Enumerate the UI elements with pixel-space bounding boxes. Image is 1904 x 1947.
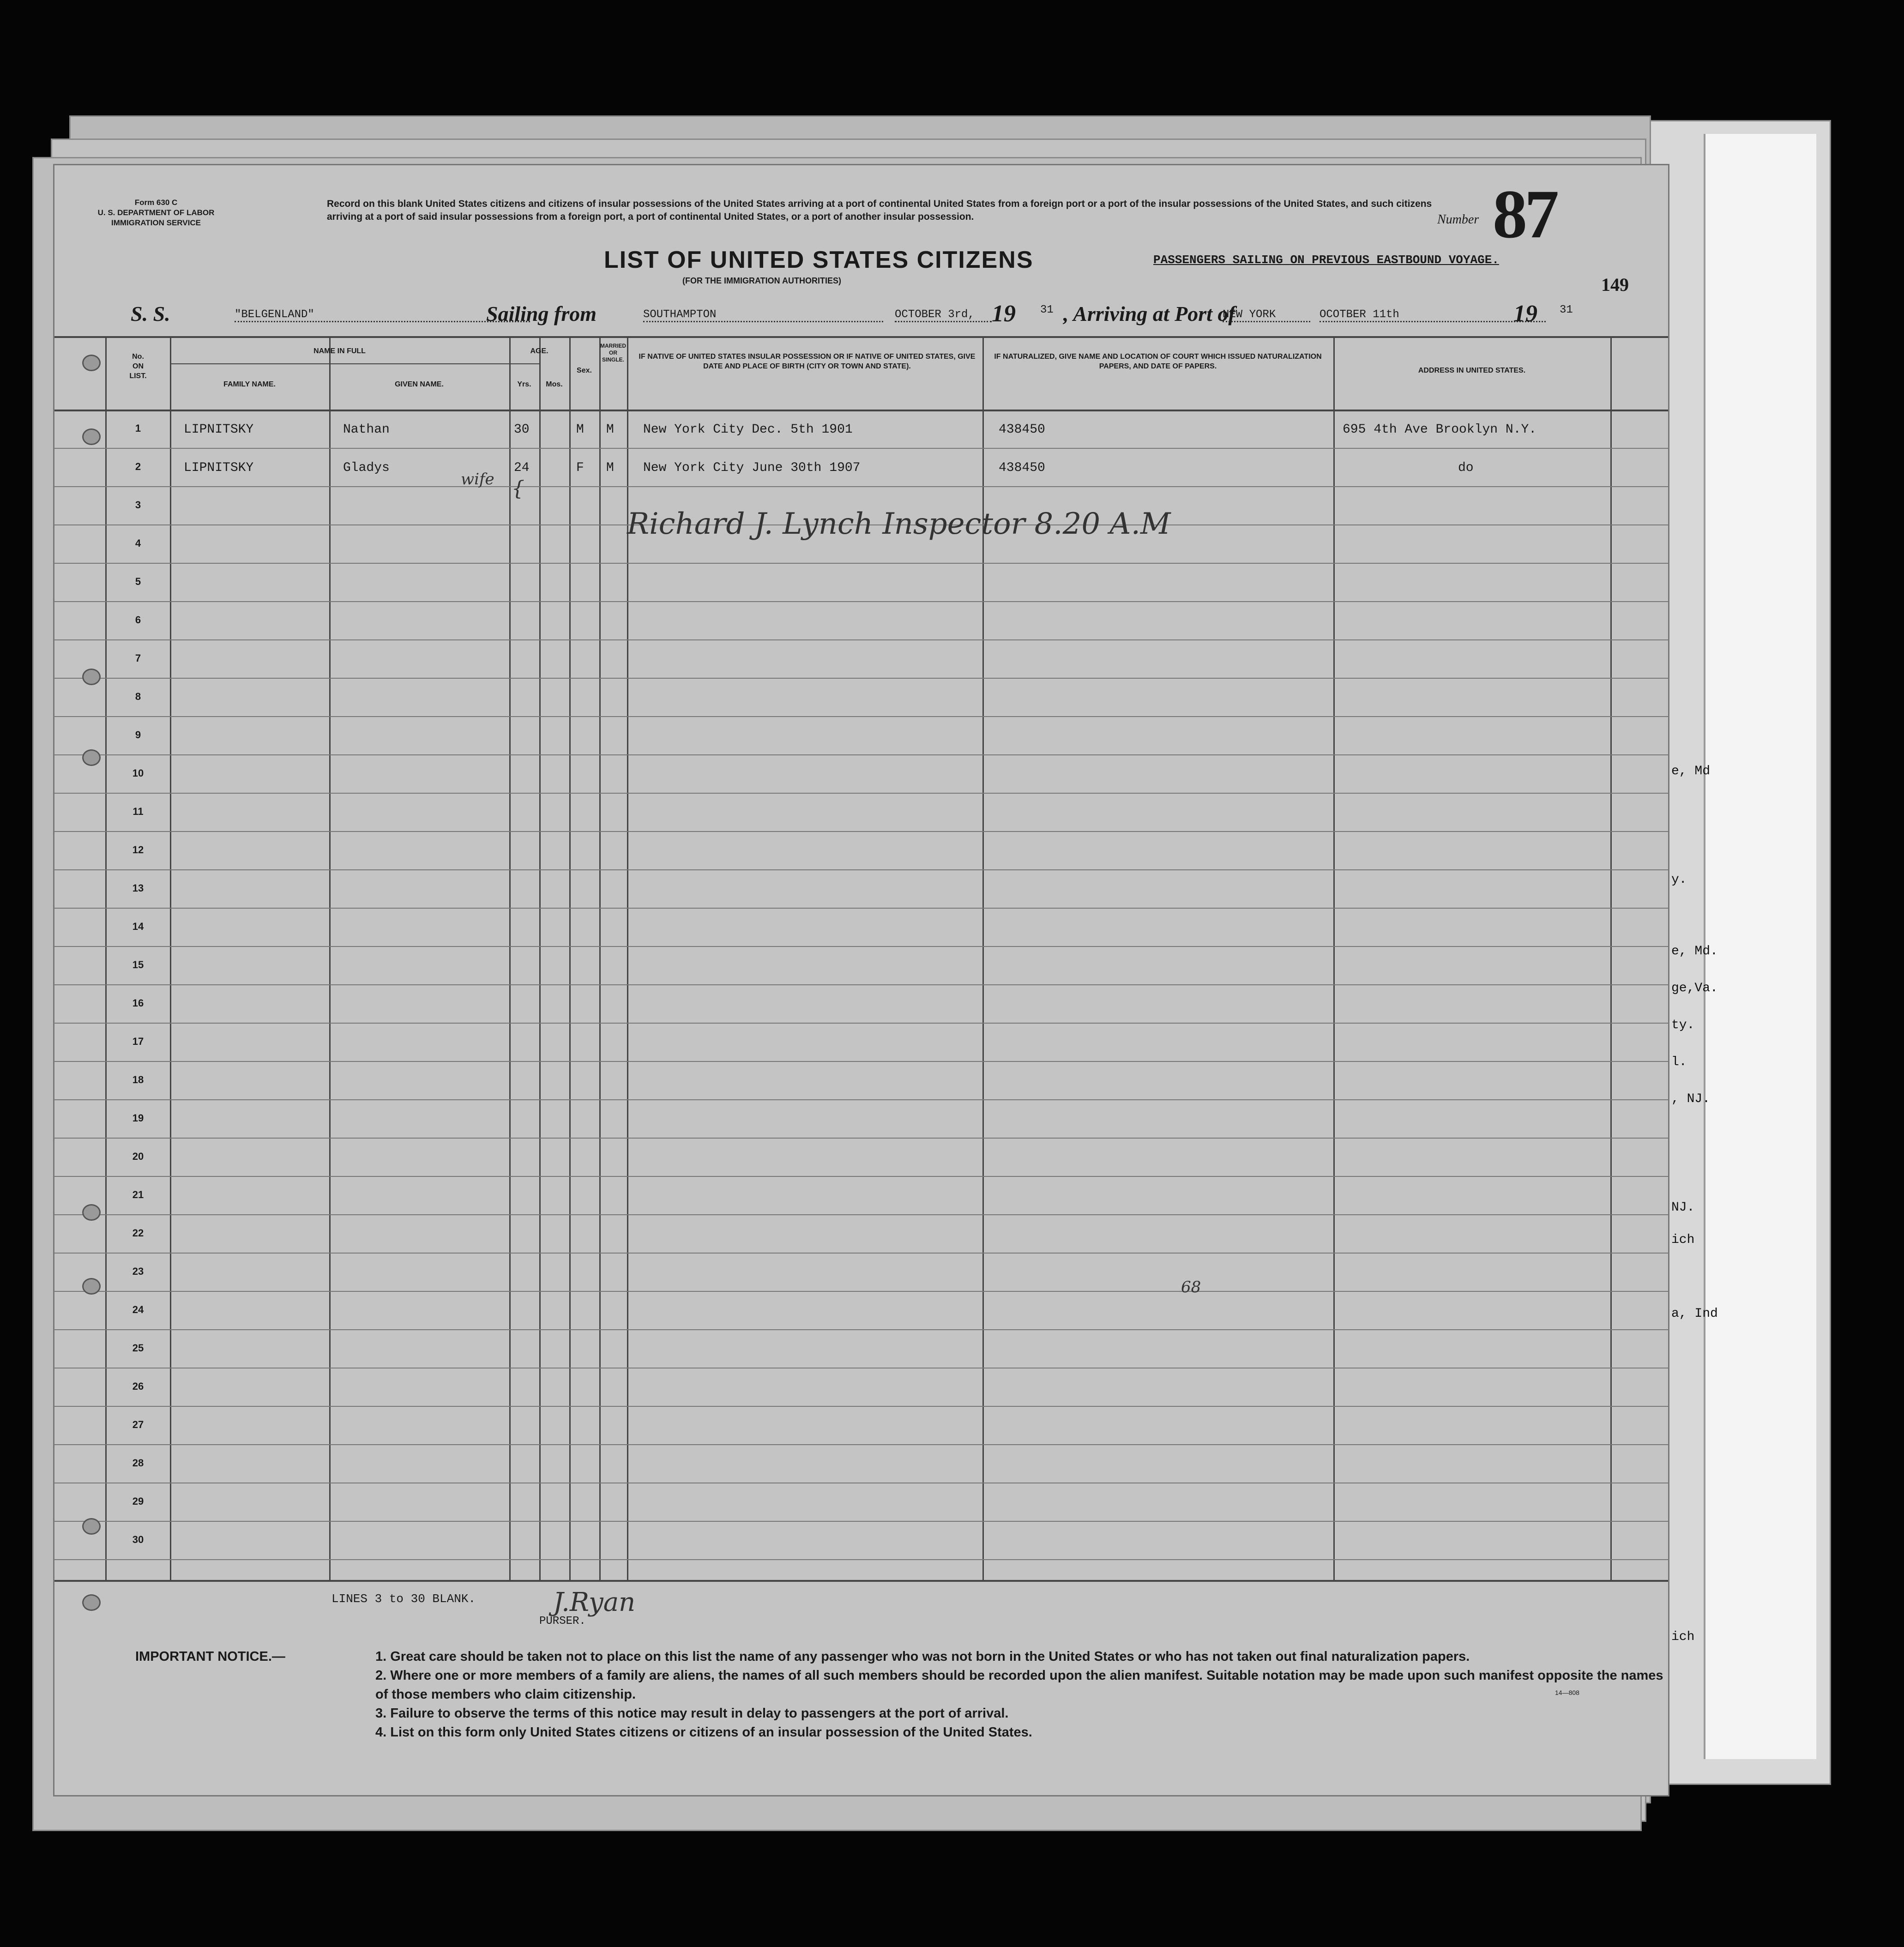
row-number: 18 xyxy=(132,1074,144,1085)
row-line xyxy=(54,1214,1668,1215)
row-line xyxy=(54,563,1668,564)
cell-given: Nathan xyxy=(343,422,390,437)
cell-family: LIPNITSKY xyxy=(184,422,254,437)
handwritten-purser-signature: J.Ryan xyxy=(553,1587,636,1617)
row-line xyxy=(54,1061,1668,1062)
cell-address: do xyxy=(1458,461,1474,475)
row-number: 9 xyxy=(135,729,141,741)
cell-naturalized: 438450 xyxy=(999,422,1045,437)
header-divider xyxy=(54,410,1668,411)
arrival-port: NEW YORK xyxy=(1223,308,1310,322)
row-line xyxy=(54,908,1668,909)
stamp-mark: 68 xyxy=(1181,1278,1201,1296)
row-number: 7 xyxy=(135,652,141,664)
row-number: 28 xyxy=(132,1457,144,1469)
col-naturalized: IF NATURALIZED, GIVE NAME AND LOCATION OF COURT WHICH ISSUED NATURALIZATION PAPERS, AND DATE OF PAPERS. xyxy=(994,353,1322,370)
binder-hole xyxy=(82,1594,101,1611)
row-number: 22 xyxy=(132,1227,144,1239)
col-married: MARRIED OR SINGLE. xyxy=(600,343,626,363)
handwritten-inspector-signature: Richard J. Lynch Inspector 8.20 A.M xyxy=(627,507,1171,541)
col-birth: IF NATIVE OF UNITED STATES INSULAR POSSESSION OR IF NATIVE OF UNITED STATES, GIVE DATE AND PLACE OF BIRTH (CITY OR TOWN AND STATE). xyxy=(639,353,976,370)
row-line xyxy=(54,1253,1668,1254)
underlying-fragment: e, Md xyxy=(1671,764,1711,778)
cell-sex: M xyxy=(576,422,584,437)
row-line xyxy=(54,639,1668,640)
manifest-page xyxy=(53,164,1669,1796)
cell-married: M xyxy=(606,461,614,475)
arriving-label: , Arriving at Port of xyxy=(1063,302,1235,326)
row-line xyxy=(54,1023,1668,1024)
bracket-mark: { xyxy=(512,477,524,500)
underlying-fragment: , NJ. xyxy=(1671,1092,1711,1106)
binder-hole xyxy=(82,749,101,766)
year-prefix: 19 xyxy=(1513,301,1537,327)
lines-blank-note: LINES 3 to 30 BLANK. xyxy=(331,1592,476,1606)
col-no: No. ON LIST. xyxy=(129,353,147,380)
underlying-fragment: l. xyxy=(1671,1055,1687,1069)
form-identifier: Form 630 C U. S. DEPARTMENT OF LABOR IMMIGRATION SERVICE xyxy=(97,198,215,227)
notice-item: 4. List on this form only United States citizens or citizens of an insular possession of the United States. xyxy=(375,1725,1032,1740)
notice-item: 2. Where one or more members of a family are aliens, the names of all such members should be recorded upon the alien manifest. Suitable notation may be made upon such manifest opposite the names of those members who claim citizenship. xyxy=(375,1668,1663,1702)
row-line xyxy=(54,1138,1668,1139)
eastbound-note: PASSENGERS SAILING ON PREVIOUS EASTBOUND VOYAGE. xyxy=(1153,253,1499,267)
number-label: Number xyxy=(1437,212,1479,227)
row-number: 2 xyxy=(135,461,141,472)
row-number: 30 xyxy=(132,1534,144,1545)
row-line xyxy=(54,1329,1668,1330)
cell-naturalized: 438450 xyxy=(999,461,1045,475)
underlying-fragment: a, Ind xyxy=(1671,1307,1718,1321)
row-number: 25 xyxy=(132,1342,144,1354)
row-number: 15 xyxy=(132,959,144,970)
col-name-in-full: NAME IN FULL xyxy=(313,347,366,355)
underlying-fragment: ich xyxy=(1671,1630,1695,1644)
notice-title: IMPORTANT NOTICE.— xyxy=(135,1649,285,1664)
binder-hole xyxy=(82,428,101,445)
cell-yrs: 30 xyxy=(514,422,530,437)
page-number: 149 xyxy=(1601,274,1629,295)
row-number: 26 xyxy=(132,1380,144,1392)
row-line xyxy=(54,678,1668,679)
row-line xyxy=(54,831,1668,832)
row-number: 23 xyxy=(132,1266,144,1277)
sailing-from-label: Sailing from xyxy=(486,302,597,326)
row-number: 10 xyxy=(132,767,144,779)
notice-item: 3. Failure to observe the terms of this notice may result in delay to passengers at the port of arrival. xyxy=(375,1706,1009,1721)
row-line xyxy=(54,1406,1668,1407)
underlying-fragment: NJ. xyxy=(1671,1200,1695,1215)
underlying-fragment: ge,Va. xyxy=(1671,981,1718,995)
row-line xyxy=(54,448,1668,449)
underlying-fragment: ty. xyxy=(1671,1018,1695,1032)
ss-label: S. S. xyxy=(131,302,170,326)
departure-date: OCTOBER 3rd, xyxy=(895,308,992,322)
row-number: 21 xyxy=(132,1189,144,1200)
col-sex: Sex. xyxy=(577,367,592,374)
col-yrs: Yrs. xyxy=(517,380,531,388)
underlying-fragment: y. xyxy=(1671,873,1687,887)
binder-hole xyxy=(82,1518,101,1535)
list-number: 87 xyxy=(1493,176,1556,253)
cell-sex: F xyxy=(576,461,584,475)
cell-given: Gladys xyxy=(343,461,390,475)
ship-name: "BELGENLAND" xyxy=(235,308,530,322)
row-line xyxy=(54,1559,1668,1560)
cell-yrs: 24 xyxy=(514,461,530,475)
col-family-name: FAMILY NAME. xyxy=(223,380,276,388)
row-line xyxy=(54,1444,1668,1445)
purser-label: PURSER. xyxy=(539,1615,586,1628)
underlying-fragment: ich xyxy=(1671,1233,1695,1247)
row-line xyxy=(54,486,1668,487)
row-line xyxy=(54,869,1668,870)
row-number: 29 xyxy=(132,1495,144,1507)
underlying-sheet-edge xyxy=(1704,134,1816,1759)
cell-family: LIPNITSKY xyxy=(184,461,254,475)
row-line xyxy=(54,793,1668,794)
record-instructions: Record on this blank United States citizens and citizens of insular possessions of the United States arriving at a port of continental United States from a foreign port or a port of the insular possessions of the United States, and such citizens arriving at a port of said insular possessions from a foreign port, a port of continental United States, or a port of another insular possession. xyxy=(327,199,1432,222)
row-number: 24 xyxy=(132,1304,144,1315)
row-line xyxy=(54,1521,1668,1522)
cell-birth: New York City Dec. 5th 1901 xyxy=(643,422,853,437)
row-number: 20 xyxy=(132,1151,144,1162)
cell-birth: New York City June 30th 1907 xyxy=(643,461,861,475)
page-title: LIST OF UNITED STATES CITIZENS xyxy=(604,247,1034,273)
col-given-name: GIVEN NAME. xyxy=(395,380,444,388)
cell-address: 695 4th Ave Brooklyn N.Y. xyxy=(1343,422,1537,437)
col-age: AGE. xyxy=(530,347,548,355)
row-number: 4 xyxy=(135,537,141,549)
row-number: 16 xyxy=(132,997,144,1009)
row-number: 27 xyxy=(132,1419,144,1430)
departure-year: 31 xyxy=(1040,304,1054,316)
row-line xyxy=(54,754,1668,755)
col-mos: Mos. xyxy=(546,380,563,388)
row-number: 14 xyxy=(132,921,144,932)
binder-hole xyxy=(82,355,101,371)
row-line xyxy=(54,1176,1668,1177)
page-subtitle: (FOR THE IMMIGRATION AUTHORITIES) xyxy=(682,276,841,285)
departure-port: SOUTHAMPTON xyxy=(643,308,883,322)
arrival-date: OCOTBER 11th xyxy=(1320,308,1546,322)
row-number: 6 xyxy=(135,614,141,626)
binder-hole xyxy=(82,1278,101,1295)
row-number: 3 xyxy=(135,499,141,511)
row-line xyxy=(54,946,1668,947)
arrival-year: 31 xyxy=(1560,304,1573,316)
row-number: 11 xyxy=(133,806,144,817)
underlying-fragment: e, Md. xyxy=(1671,944,1718,958)
row-line xyxy=(54,1291,1668,1292)
row-line xyxy=(54,716,1668,717)
row-number: 13 xyxy=(132,882,144,894)
notice-item: 1. Great care should be taken not to place on this list the name of any passenger who was not born in the United States or who has not taken out final naturalization papers. xyxy=(375,1649,1470,1664)
row-number: 8 xyxy=(135,691,141,702)
row-number: 19 xyxy=(132,1112,144,1124)
col-address: ADDRESS IN UNITED STATES. xyxy=(1418,367,1526,374)
row-line xyxy=(54,1099,1668,1100)
binder-hole xyxy=(82,669,101,685)
header-subdivider xyxy=(170,363,539,364)
row-line xyxy=(54,984,1668,985)
row-number: 12 xyxy=(132,844,144,856)
binder-hole xyxy=(82,1204,101,1221)
handwritten-wife: wife xyxy=(461,470,494,488)
row-number: 17 xyxy=(132,1036,144,1047)
row-line xyxy=(54,601,1668,602)
row-number: 5 xyxy=(135,576,141,587)
form-code: 14—808 xyxy=(1555,1689,1579,1696)
notice-list xyxy=(375,1647,1668,1742)
year-prefix: 19 xyxy=(992,301,1016,327)
cell-married: M xyxy=(606,422,614,437)
row-number: 1 xyxy=(135,422,141,434)
